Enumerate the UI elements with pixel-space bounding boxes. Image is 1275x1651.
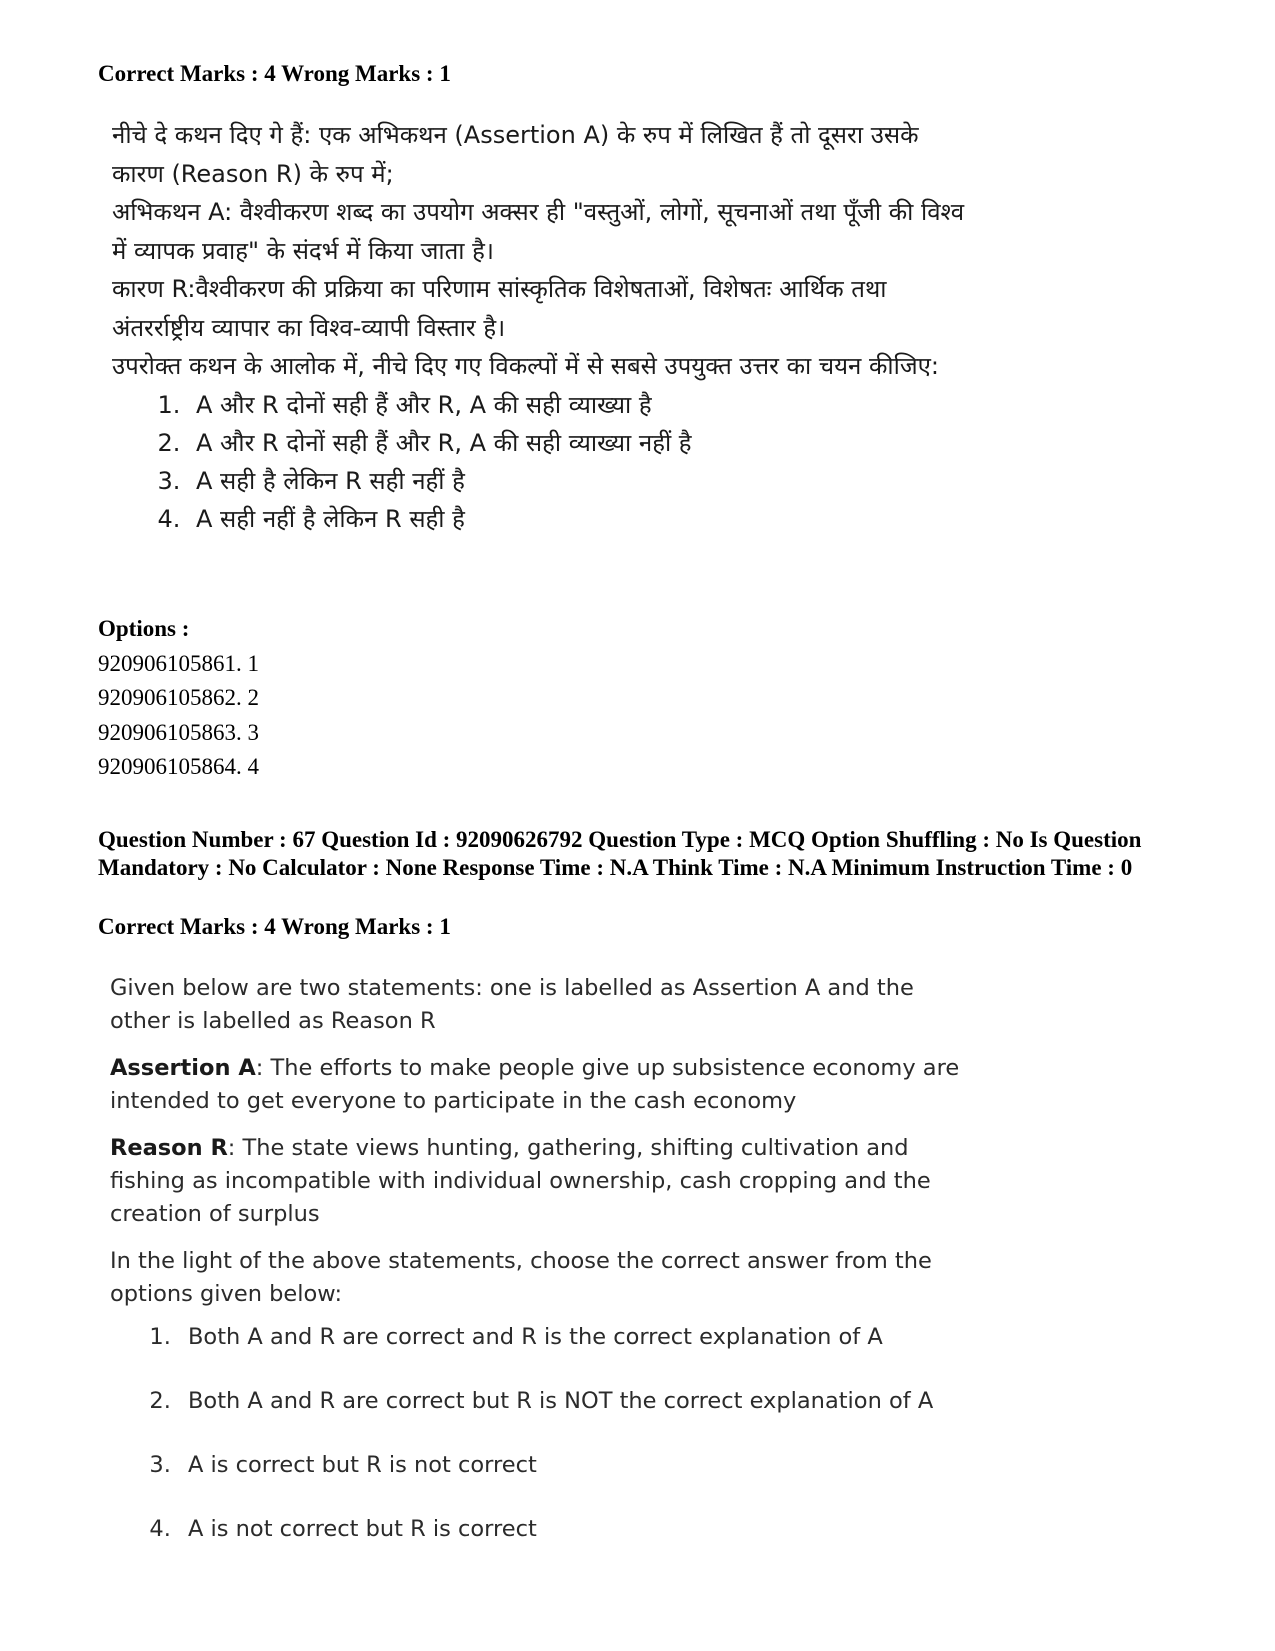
option-item: 920906105864. 4 [98, 754, 259, 779]
hindi-question-image [112, 116, 972, 538]
hindi-assertion: अभिकथन A: वैश्वीकरण शब्द का उपयोग अक्सर ही "वस्तुओं, लोगों, सूचनाओं तथा पूँजी की विश्व में व्यापक प्रवाह" के संदर्भ में किया जाता है। [112, 198, 965, 265]
hindi-reason: कारण R:वैश्वीकरण की प्रक्रिया का परिणाम सांस्कृतिक विशेषताओं, विशेषतः आर्थिक तथा अंतरर्राष्ट्रीय व्यापार का विश्व-व्यापी विस्तार है। [112, 275, 887, 342]
option-item: 920906105861. 1 [98, 650, 259, 676]
english-choice-3: 3. A is correct but R is not correct [178, 1449, 960, 1513]
english-choice-list [110, 1321, 960, 1577]
english-question-intro: Given below are two statements: one is labelled as Assertion A and the other is labelled as Reason R [110, 975, 914, 1034]
english-reason [110, 1132, 960, 1231]
hindi-choice-3: 3. A सही है लेकिन R सही नहीं है [188, 462, 972, 500]
english-question-image [110, 972, 960, 1577]
hindi-choice-2: 2. A और R दोनों सही हैं और R, A की सही व्याख्या नहीं है [188, 424, 972, 462]
hindi-choice-1: 1. A और R दोनों सही हैं और R, A की सही व्याख्या है [188, 386, 972, 424]
marks-line-bottom: Correct Marks : 4 Wrong Marks : 1 [98, 914, 451, 939]
english-choice-4: 4. A is not correct but R is correct [178, 1513, 960, 1577]
hindi-choice-list [112, 386, 972, 538]
hindi-choice-4: 4. A सही नहीं है लेकिन R सही है [188, 500, 972, 538]
options-heading: Options : [98, 616, 190, 641]
english-choice-2: 2. Both A and R are correct but R is NOT the correct explanation of A [178, 1385, 960, 1449]
reason-text: : The state views hunting, gathering, shifting cultivation and fishing as incompatible with individual ownership, cash cropping and the creation of surplus [110, 1135, 931, 1227]
option-item: 920906105863. 3 [98, 719, 259, 745]
reason-label: Reason R [110, 1135, 228, 1161]
marks-line-top: Correct Marks : 4 Wrong Marks : 1 [98, 61, 451, 86]
hindi-instruction: उपरोक्त कथन के आलोक में, नीचे दिए गए विकल्पों में से सबसे उपयुक्त उत्तर का चयन कीजिए: [112, 352, 939, 380]
english-assertion [110, 1052, 960, 1118]
option-item: 920906105862. 2 [98, 685, 259, 710]
assertion-text: : The efforts to make people give up subsistence economy are intended to get everyone to participate in the cash economy [110, 1055, 960, 1114]
assertion-label: Assertion A [110, 1055, 256, 1081]
options-block [98, 612, 259, 785]
english-choice-1: 1. Both A and R are correct and R is the correct explanation of A [178, 1321, 960, 1385]
question-metadata: Question Number : 67 Question Id : 92090626792 Question Type : MCQ Option Shuffling : No Is Question Mandatory : No Calculator : None Response Time : N.A Think Time : N.A Minimum Instruction Time : 0 [98, 827, 1142, 880]
hindi-question-intro: नीचे दे कथन दिए गे हैं: एक अभिकथन (Assertion A) के रुप में लिखित हैं तो दूसरा उसके कारण (Reason R) के रुप में; [112, 121, 919, 188]
english-instruction: In the light of the above statements, choose the correct answer from the options given below: [110, 1248, 932, 1307]
